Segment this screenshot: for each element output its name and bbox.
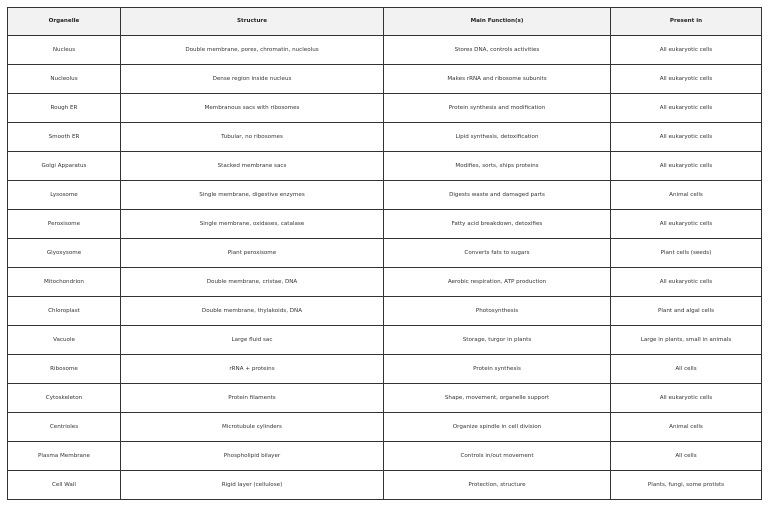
- cell-function: Aerobic respiration, ATP production: [384, 268, 611, 297]
- cell-structure: Single membrane, digestive enzymes: [121, 181, 384, 210]
- table-row: [8, 123, 762, 152]
- cell-present-in: All eukaryotic cells: [611, 36, 762, 65]
- cell-structure: Membranous sacs with ribosomes: [121, 94, 384, 123]
- cell-function: Digests waste and damaged parts: [384, 181, 611, 210]
- cell-function: Lipid synthesis, detoxification: [384, 123, 611, 152]
- cell-structure: Double membrane, thylakoids, DNA: [121, 297, 384, 326]
- table-row: [8, 355, 762, 384]
- organelle-table: [7, 7, 762, 500]
- cell-organelle: Chloroplast: [8, 297, 121, 326]
- organelle-table-container: [7, 7, 761, 500]
- table-row: [8, 239, 762, 268]
- header-row: [8, 8, 762, 36]
- cell-function: Protection, structure: [384, 471, 611, 500]
- header-present-in: Present in: [611, 8, 762, 36]
- table-row: [8, 152, 762, 181]
- cell-structure: Stacked membrane sacs: [121, 152, 384, 181]
- cell-present-in: All eukaryotic cells: [611, 384, 762, 413]
- cell-present-in: Large in plants, small in animals: [611, 326, 762, 355]
- cell-structure: Plant peroxisome: [121, 239, 384, 268]
- cell-structure: Double membrane, cristae, DNA: [121, 268, 384, 297]
- cell-function: Organize spindle in cell division: [384, 413, 611, 442]
- table-row: [8, 65, 762, 94]
- cell-organelle: Centrioles: [8, 413, 121, 442]
- cell-present-in: Plant and algal cells: [611, 297, 762, 326]
- cell-structure: Double membrane, pores, chromatin, nucleolus: [121, 36, 384, 65]
- cell-structure: rRNA + proteins: [121, 355, 384, 384]
- cell-structure: Protein filaments: [121, 384, 384, 413]
- cell-function: Storage, turgor in plants: [384, 326, 611, 355]
- cell-present-in: Plant cells (seeds): [611, 239, 762, 268]
- cell-present-in: All eukaryotic cells: [611, 123, 762, 152]
- table-header: [8, 8, 762, 36]
- cell-present-in: All eukaryotic cells: [611, 210, 762, 239]
- table-row: [8, 181, 762, 210]
- cell-present-in: All eukaryotic cells: [611, 152, 762, 181]
- cell-organelle: Plasma Membrane: [8, 442, 121, 471]
- table-body: [8, 36, 762, 500]
- cell-organelle: Nucleus: [8, 36, 121, 65]
- header-organelle: Organelle: [8, 8, 121, 36]
- cell-structure: Dense region inside nucleus: [121, 65, 384, 94]
- table-row: [8, 94, 762, 123]
- cell-present-in: All cells: [611, 442, 762, 471]
- cell-function: Protein synthesis: [384, 355, 611, 384]
- cell-organelle: Ribosome: [8, 355, 121, 384]
- cell-function: Modifies, sorts, ships proteins: [384, 152, 611, 181]
- header-structure: Structure: [121, 8, 384, 36]
- cell-present-in: Animal cells: [611, 181, 762, 210]
- cell-organelle: Cell Wall: [8, 471, 121, 500]
- cell-present-in: All eukaryotic cells: [611, 94, 762, 123]
- table-row: [8, 326, 762, 355]
- cell-organelle: Smooth ER: [8, 123, 121, 152]
- cell-function: Makes rRNA and ribosome subunits: [384, 65, 611, 94]
- cell-present-in: Animal cells: [611, 413, 762, 442]
- cell-function: Controls in/out movement: [384, 442, 611, 471]
- cell-structure: Large fluid sac: [121, 326, 384, 355]
- cell-present-in: All cells: [611, 355, 762, 384]
- cell-function: Protein synthesis and modification: [384, 94, 611, 123]
- cell-function: Fatty acid breakdown, detoxifies: [384, 210, 611, 239]
- cell-organelle: Golgi Apparatus: [8, 152, 121, 181]
- table-row: [8, 268, 762, 297]
- cell-structure: Microtubule cylinders: [121, 413, 384, 442]
- cell-present-in: All eukaryotic cells: [611, 65, 762, 94]
- table-row: [8, 413, 762, 442]
- table-row: [8, 384, 762, 413]
- cell-function: Shape, movement, organelle support: [384, 384, 611, 413]
- cell-present-in: Plants, fungi, some protists: [611, 471, 762, 500]
- cell-function: Converts fats to sugars: [384, 239, 611, 268]
- cell-structure: Tubular, no ribosomes: [121, 123, 384, 152]
- table-row: [8, 210, 762, 239]
- cell-structure: Rigid layer (cellulose): [121, 471, 384, 500]
- cell-organelle: Mitochondrion: [8, 268, 121, 297]
- cell-organelle: Rough ER: [8, 94, 121, 123]
- cell-present-in: All eukaryotic cells: [611, 268, 762, 297]
- cell-structure: Single membrane, oxidases, catalase: [121, 210, 384, 239]
- cell-function: Stores DNA, controls activities: [384, 36, 611, 65]
- cell-structure: Phospholipid bilayer: [121, 442, 384, 471]
- table-row: [8, 471, 762, 500]
- cell-organelle: Cytoskeleton: [8, 384, 121, 413]
- cell-function: Photosynthesis: [384, 297, 611, 326]
- cell-organelle: Vacuole: [8, 326, 121, 355]
- table-row: [8, 442, 762, 471]
- cell-organelle: Glyoxysome: [8, 239, 121, 268]
- table-row: [8, 36, 762, 65]
- cell-organelle: Lysosome: [8, 181, 121, 210]
- cell-organelle: Peroxisome: [8, 210, 121, 239]
- cell-organelle: Nucleolus: [8, 65, 121, 94]
- header-main-functions: Main Function(s): [384, 8, 611, 36]
- table-row: [8, 297, 762, 326]
